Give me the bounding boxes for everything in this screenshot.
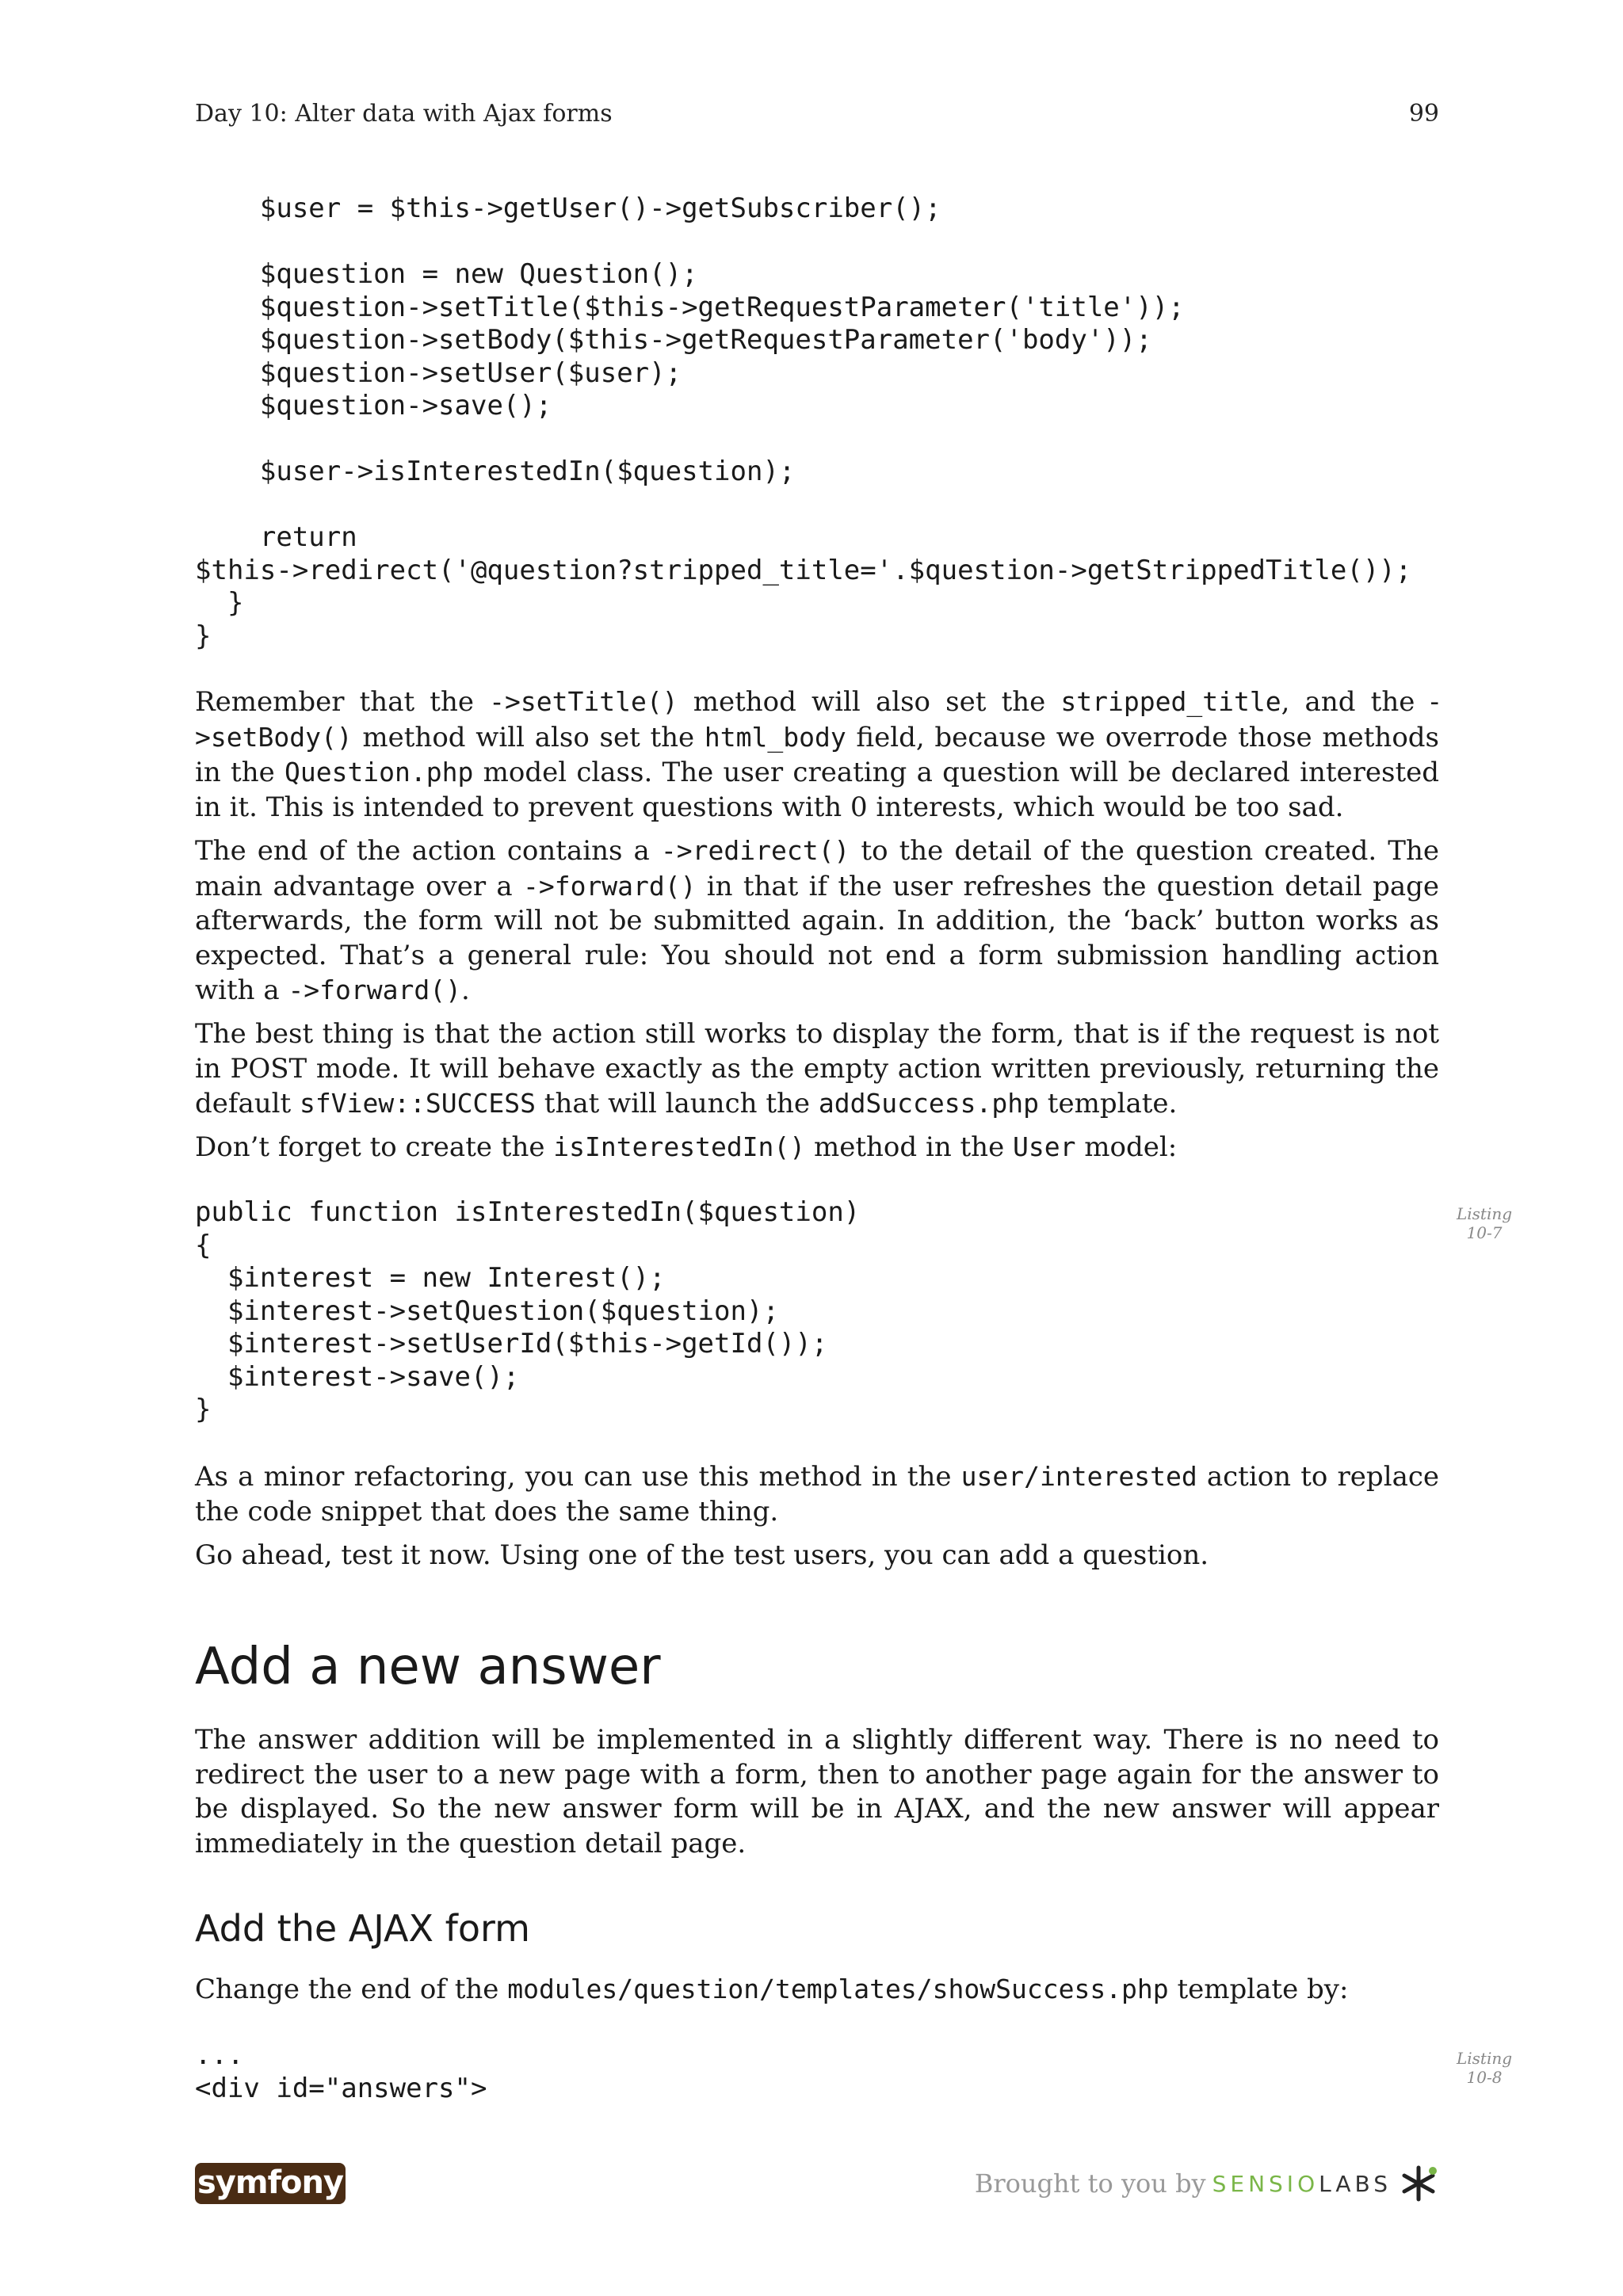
code-listing: public function isInterestedIn($question) { $interest = new Interest(); $interest->setQuestion($question); $interest->setUserId($this->getId()); $interest->save(); }	[195, 1196, 861, 1425]
symfony-logo: symfony	[195, 2163, 346, 2204]
listing-label: Listing 10-7	[1456, 1204, 1513, 1242]
paragraph: Change the end of the modules/question/templates/showSuccess.php template by:	[195, 1974, 1349, 2005]
paragraph: As a minor refactoring, you can use this method in the user/interested action to replace the code snippet that does the same thing.	[195, 1461, 1440, 1527]
code-listing: ... <div id="answers">	[195, 2039, 487, 2104]
paragraph: Remember that the ->setTitle() method will also set the stripped_title, and the ->setBody() method will also set the html_body field, because we overrode those methods in the Question.php model class. The user creating a question will be declared interested in it. This is intended to prevent questions with 0 interests, which would be too sad.	[195, 686, 1440, 823]
running-header	[195, 98, 1439, 130]
credit-text: Brought to you by	[974, 2168, 1206, 2199]
section-heading: Add a new answer	[195, 1638, 661, 1696]
footer-credit	[975, 2160, 1439, 2207]
paragraph: The end of the action contains a ->redirect() to the detail of the question created. The main advantage over a ->forward() in that if the user refreshes the question detail page afterwards, the form will not be submitted again. In addition, the ‘back’ button works as expected. That’s a general rule: You should not end a form submission handling action with a ->forward().	[195, 835, 1440, 1006]
page-number: 99	[1408, 100, 1439, 128]
paragraph: Go ahead, test it now. Using one of the test users, you can add a question.	[195, 1539, 1209, 1571]
sensiolabs-asterisk-icon	[1398, 2163, 1439, 2204]
paragraph: Don’t forget to create the isInterestedIn() method in the User model:	[195, 1131, 1178, 1163]
chapter-title: Day 10: Alter data with Ajax forms	[195, 100, 613, 128]
code-block: $user = $this->getUser()->getSubscriber(); $question = new Question(); $question->setTitle($this->getRequestParameter('title')); $question->setBody($this->getRequestParameter('body')); $question->setUser($user); $question->save(); $user->isInterestedIn($question); return $this->redirect('@question?stripped_title='.$question->getStrippedTitle()); } }	[195, 193, 1412, 652]
paragraph: The answer addition will be implemented in a slightly different way. There is no need to redirect the user to a new page with a form, then to another page again for the answer to be displayed. So the new answer form will be in AJAX, and the new answer will appear immediately in the question detail page.	[195, 1724, 1439, 1859]
sensiolabs-wordmark: SENSIOLABS	[1212, 2170, 1392, 2197]
paragraph: The best thing is that the action still works to display the form, that is if the request is not in POST mode. It will behave exactly as the empty action written previously, returning the default sfView::SUCCESS that will launch the addSuccess.php template.	[195, 1018, 1439, 1119]
listing-label: Listing 10-8	[1456, 2049, 1513, 2087]
subsection-heading: Add the AJAX form	[195, 1907, 530, 1950]
